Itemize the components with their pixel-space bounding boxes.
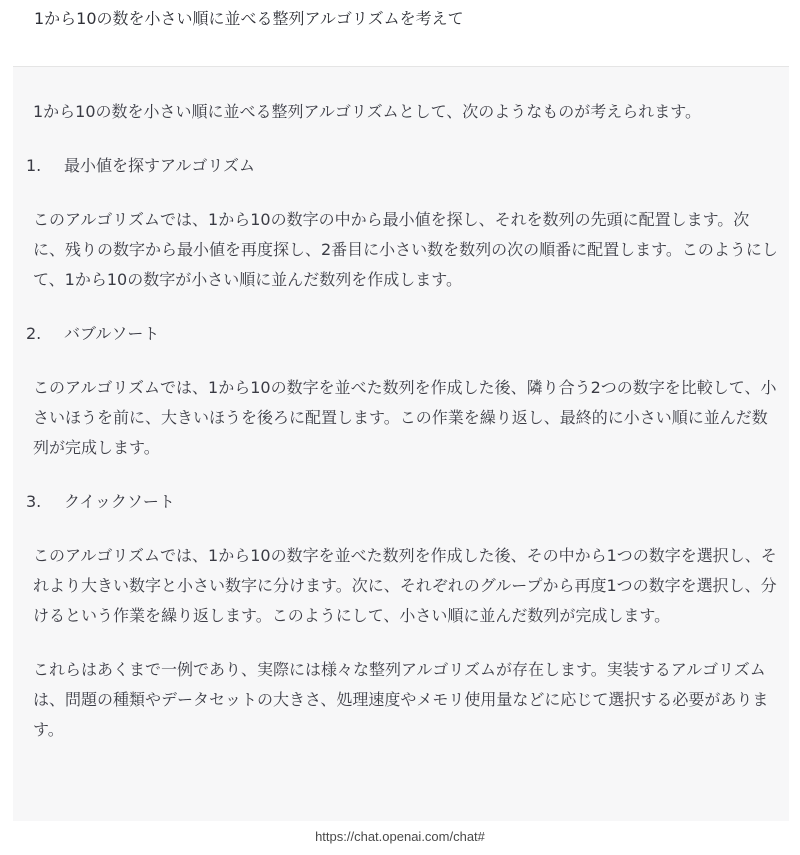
list-description: このアルゴリズムでは、1から10の数字を並べた数列を作成した後、その中から1つの数字を選択し、それより大きい数字と小さい数字に分けます。次に、それぞれのグループから再度1つの数字を選択し、分けるという作業を繰り返します。このようにして、小さい順に並んだ数列が完成します。 [33, 546, 777, 625]
list-title: バブルソート [64, 324, 160, 343]
assistant-message [13, 66, 789, 821]
user-message [0, 0, 800, 66]
list-number: 1. [26, 156, 42, 175]
list-number: 2. [26, 324, 42, 343]
user-message-text: 1から10の数を小さい順に並べる整列アルゴリズムを考えて [34, 9, 464, 28]
assistant-conclusion: これらはあくまで一例であり、実際には様々な整列アルゴリズムが存在します。実装するアルゴリズムは、問題の種類やデータセットの大きさ、処理速度やメモリ使用量などに応じて選択する必要があります。 [33, 660, 769, 739]
list-item-2 [26, 319, 789, 349]
list-title: クイックソート [64, 492, 175, 511]
list-title: 最小値を探すアルゴリズム [64, 156, 256, 175]
list-number: 3. [26, 492, 42, 511]
list-description: このアルゴリズムでは、1から10の数字を並べた数列を作成した後、隣り合う2つの数字を比較して、小さいほうを前に、大きいほうを後ろに配置します。この作業を繰り返し、最終的に小さい順に並んだ数列が完成します。 [33, 378, 777, 457]
footer-url: https://chat.openai.com/chat# [315, 829, 485, 844]
list-item-1 [26, 151, 789, 181]
list-description: このアルゴリズムでは、1から10の数字の中から最小値を探し、それを数列の先頭に配置します。次に、残りの数字から最小値を再度探し、2番目に小さい数を数列の次の順番に配置します。このようにして、1から10の数字が小さい順に並んだ数列を作成します。 [33, 210, 778, 289]
list-item-3 [26, 487, 789, 517]
assistant-intro: 1から10の数を小さい順に並べる整列アルゴリズムとして、次のようなものが考えられます。 [33, 102, 701, 121]
